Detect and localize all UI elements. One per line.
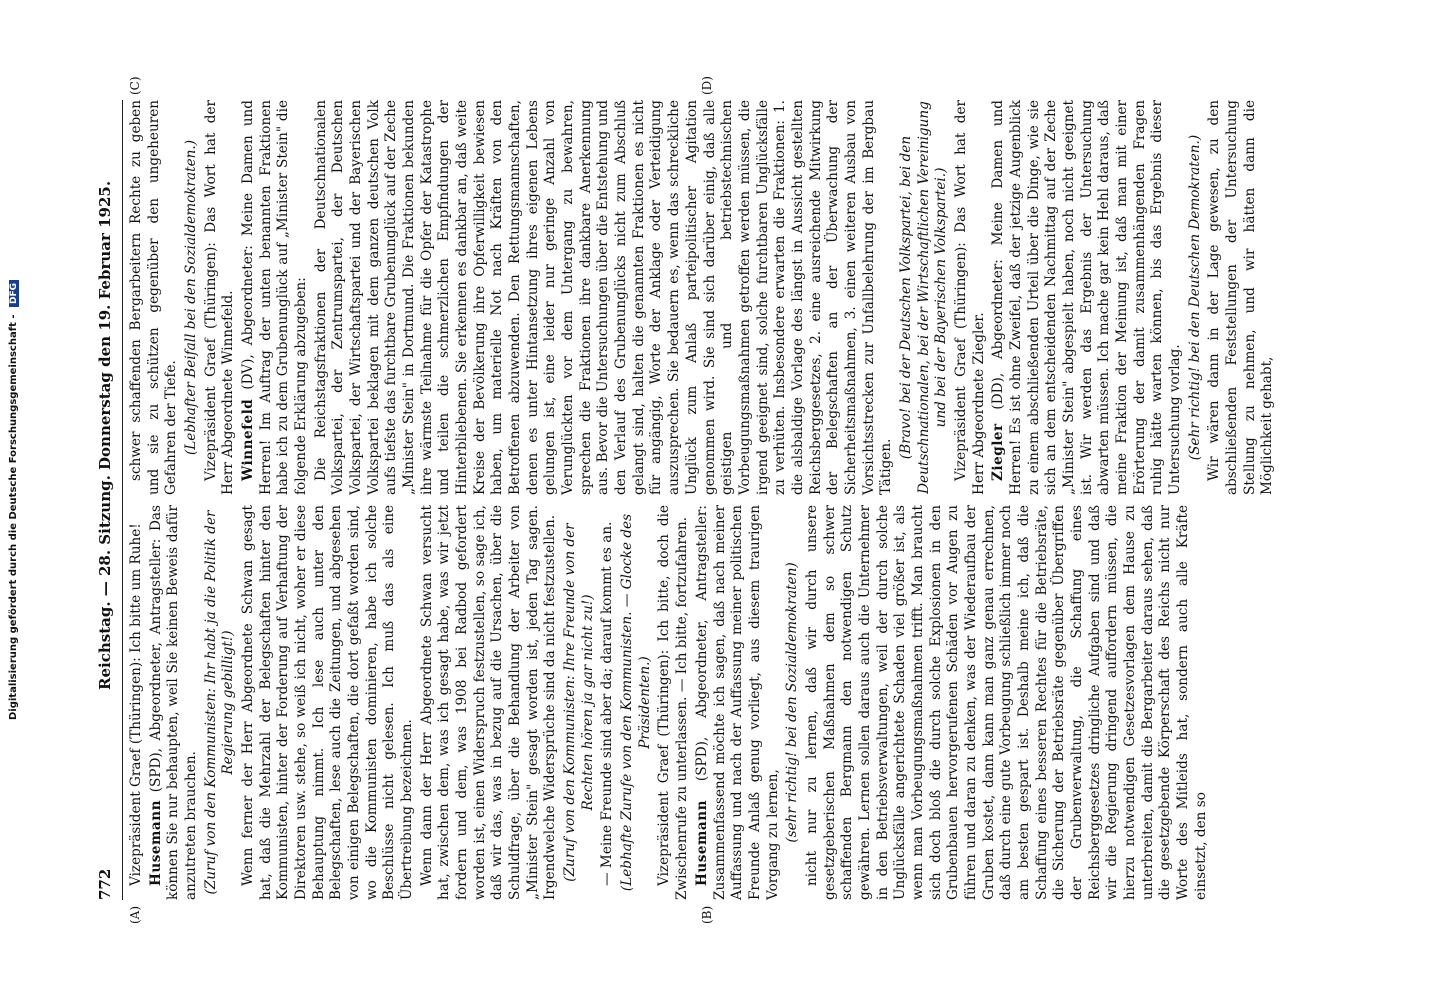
paragraph-text: Vizepräsident Graef (Thüringen): Das Wort hat der Herr Abgeordnete Winnefeld. (202, 100, 237, 495)
paragraph-text: (SPD), Abgeordneter, Antragsteller: Zusammenfassend möchte ich sagen, daß nach meiner Auffassung und nach der Auffassung meiner politischen Freunde Anlaß genug vorliegt, aus diesem traurigen Vorgang zu lernen, (693, 505, 781, 900)
speaker-name: Husemann (147, 800, 164, 886)
digitization-footer (8, 0, 19, 1000)
interjection (898, 100, 951, 495)
left-column (128, 505, 1212, 900)
paragraph-text: Vizepräsident Graef (Thüringen): Das Wort hat der Herr Abgeordnete Ziegler. (952, 100, 987, 495)
paragraph (1206, 100, 1277, 495)
speaker-name: Winnefeld (240, 398, 257, 481)
paragraph-text: Wenn dann der Herr Abgeordnete Schwan versucht hat, zwischen dem, was ich gesagt habe, was wir jetzt fordern und dem, was 1908 bei Radbod gefordert worden ist, einen Widerspruch festzustellen, so sage ich, daß wir das, was in bezug auf die Ursachen, über die Schuldfrage, über die Behandlung der Arbeiter von „Minister Stein" gesagt worden ist, jeden Tag sagen. Irgendwelche Widersprüche sind da nicht festzustellen. (418, 505, 559, 900)
paragraph (419, 505, 560, 900)
paragraph-text: (DD), Abgeordneter: Meine Damen und Herren! Es ist ohne Zweifel, daß der jetzige Augenblick zu einem abschließenden Urteil über die Dinge, wie sie sich an dem entscheidenden Nachmittag auf der Zeche „Minister Stein" abgespielt haben, noch nicht geeignet ist. Wir werden das Ergebnis der Untersuchung abwarten müssen. Ich mache gar kein Hehl daraus, daß meine Fraktion der Meinung ist, daß man mit einer Erörterung der damit zusammenhängenden Fragen ruhig hätte warten können, bis das Ergebnis dieser Untersuchung vorlag. (990, 100, 1183, 495)
interjection (562, 505, 597, 900)
paragraph-text: (Lebhafter Beifall bei den Sozialdemokraten.) (183, 139, 200, 456)
speaker-name: Husemann (693, 800, 710, 886)
paragraph-text: Wir wären dann in der Lage gewesen, zu den abschließenden Feststellungen der Untersuchung Stellung zu nehmen, und wir hätten dann die Möglichkeit gehabt, (1206, 100, 1276, 495)
paragraph-text: Wenn ferner der Herr Abgeordnete Schwan gesagt hat, daß die Mehrzahl der Belegschaften hinter den Kommunisten, hinter der Forderung auf Verhaftung der Direktoren usw. stehe, so weiß ich nicht, woher er diese Behauptung nimmt. Ich lese auch unter den Belegschaften, lese auch die Zeitungen, und abgesehen von einigen Belegschaften, die dort gefaßt worden sind, wo die Kommunisten dominieren, habe ich solche Beschlüsse nicht gelesen. Ich muß das als eine Übertreibung bezeichnen. (240, 505, 416, 900)
paragraph-text: nicht nur zu lernen, daß wir durch unsere gesetzgeberischen Maßnahmen dem so schwer schaffenden Bergmann den notwendigen Schutz gewähren. Lernen sollen daraus auch die Unternehmer in den Betriebsverwaltungen, weil der durch solche Unglücksfälle angerichtete Schaden viel größer ist, als wenn man Vorbeugungsmaßnahmen trifft. Man braucht sich doch bloß die durch solche Explosionen in den Grubenbauen hervorgerufenen Schäden vor Augen zu führen und daran zu denken, was der Wiederaufbau der Gruben kostet, dann kann man ganz genau errechnen, daß durch eine gute Vorbeugung schließlich immer noch am besten gespart ist. Deshalb meine ich, daß die Schaffung eines besseren Rechtes für die Betriebsräte, die Sicherung der Betriebsräte gegenüber Übergriffen der Grubenverwaltung, die Schaffung eines Reichsberggesetzes dringliche Aufgaben sind und daß wir die Regierung dringend auffordern müssen, die hierzu notwendigen Gesetzesvorlagen dem Hause zu unterbreiten, damit die Bergarbeiter daraus sehen, daß die gesetzgebende Körperschaft des Reichs nicht nur Worte des Mitleids hat, sondern auch alle Kräfte einsetzt, den so (803, 505, 1209, 900)
paragraph-text: (SPD), Abgeordneter, Antragsteller: Das können Sie nur behaupten, weil Sie keinen Beweis dafür anzutreten brauchen. (147, 505, 200, 900)
paragraph-text: (Sehr richtig! bei den Deutschen Demokraten.) (1186, 134, 1203, 461)
paragraph (240, 505, 417, 900)
paragraph (148, 505, 201, 900)
interjection (203, 505, 238, 900)
page-title: Reichstag. — 28. Sitzung. Donnerstag den 19. Februar 1925. (96, 180, 114, 690)
paragraph (656, 505, 691, 900)
margin-mark-b: (B) (700, 905, 714, 924)
paragraph-text: Die Reichstagsfraktionen der Deutschnationalen Volkspartei, der Zentrumspartei, der Deutschen Volkspartei, der Wirtschaftspartei und der Bayerischen Volkspartei beklagen mit dem ganzen deutschen Volk aufs tiefste das furchtbare Grubenunglück auf der Zeche „Minister Stein" in Dortmund. Die Fraktionen bekunden ihre wärmste Teilnahme für die Opfer der Katastrophe und teilen die schmerzlichen Empfindungen der Hinterbliebenen. Sie erkennen es dankbar an, daß weite Kreise der Bevölkerung ihre Opferwilligkeit bewiesen haben, um materielle Not nach Kräften von den Betroffenen abzuwenden. Den Rettungsmannschaften, denen es unter Hintansetzung ihres eigenen Lebens gelungen ist, eine leider nur geringe Anzahl von Verunglückten vor dem Untergang zu bewahren, sprechen die Fraktionen ihre dankbare Anerkennung aus. Bevor die Untersuchungen über die Entstehung und den Verlauf des Grubenunglücks nicht zum Abschluß gelangt sind, halten die genannten Fraktionen es nicht für angängig, Worte der Anklage oder Verteidigung auszusprechen. Sie bedauern es, wenn das schreckliche Unglück zum Anlaß parteipolitischer Agitation genommen wird. Sie sind sich darüber einig, daß alle geistigen und betriebstechnischen Vorbeugungsmaßnahmen getroffen werden müssen, die irgend geeignet sind, solche furchtbaren Unglücksfälle zu verhüten. Insbesondere erwarten die Fraktionen: 1. die alsbaldige Vorlage des längst in Aussicht gestellten Reichsberggesetzes, 2. eine ausreichende Mitwirkung der Belegschaften an der Überwachung der Sicherheitsmaßnahmen, 3. einen weiteren Ausbau von Vorsichtsstrecken zur Unfallbelehrung der im Bergbau Tätigen. (312, 100, 895, 495)
paragraph (313, 100, 896, 495)
paragraph (990, 100, 1184, 495)
interjection (784, 505, 802, 900)
paragraph (694, 505, 782, 900)
paragraph-text: (Zuruf von den Kommunisten: Ihr habt ja die Politik der Regierung gebilligt!) (202, 510, 237, 895)
paragraph-text: (Lebhafte Zurufe von den Kommunisten. — Glocke des Präsidenten.) (619, 513, 653, 892)
paragraph (599, 505, 617, 900)
speaker-name: Ziegler (990, 423, 1007, 481)
footer-text: Digitalisierung gefördert durch die Deutsche Forschungsgemeinschaft - (8, 314, 19, 721)
interjection (183, 100, 201, 495)
paragraph-text: Vizepräsident Graef (Thüringen): Ich bitte um Ruhe! (128, 523, 144, 886)
paragraph-text: schwer schaffenden Bergarbeitern Rechte zu geben und sie zu schützen gegenüber den ungeheuren Gefahren der Tiefe. (128, 100, 180, 495)
paragraph-text: (Zuruf von den Kommunisten: Ihre Freunde von der Rechten hören ja gar nicht zu!) (562, 523, 596, 882)
right-column (128, 100, 1279, 495)
dfg-logo: DFG (9, 280, 19, 307)
margin-mark-c: (C) (128, 76, 142, 95)
paragraph (953, 100, 988, 495)
interjection (619, 505, 654, 900)
page-number: 772 (96, 868, 114, 900)
header-rule (122, 100, 123, 900)
paragraph (203, 100, 238, 495)
paragraph-text: (Bravo! bei der Deutschen Volkspartei, bei den Deutschnationalen, bei der Wirtschaftlichen Vereinigung und bei der Bayerischen Volkspartei.) (897, 101, 950, 494)
paragraph-text: (sehr richtig! bei den Sozialdemokraten) (784, 562, 801, 843)
paragraph-text: (DV), Abgeordneter: Meine Damen und Herren! Im Auftrag der unten benannten Fraktionen habe ich zu dem Grubenunglück auf „Minister Stein" die folgende Erklärung abzugeben: (240, 100, 310, 495)
paragraph-text: Vizepräsident Graef (Thüringen): Ich bitte, doch die Zwischenrufe zu unterlassen. — Ich bitte, fortzufahren. (656, 505, 691, 900)
margin-mark-d: (D) (700, 76, 714, 95)
paragraph (240, 100, 311, 495)
paragraph (804, 505, 1210, 900)
paragraph (128, 100, 181, 495)
paragraph (128, 505, 146, 900)
margin-mark-a: (A) (128, 905, 142, 924)
interjection (1187, 100, 1205, 495)
paragraph-text: — Meine Freunde sind aber da; darauf kommt es an. (599, 521, 616, 886)
